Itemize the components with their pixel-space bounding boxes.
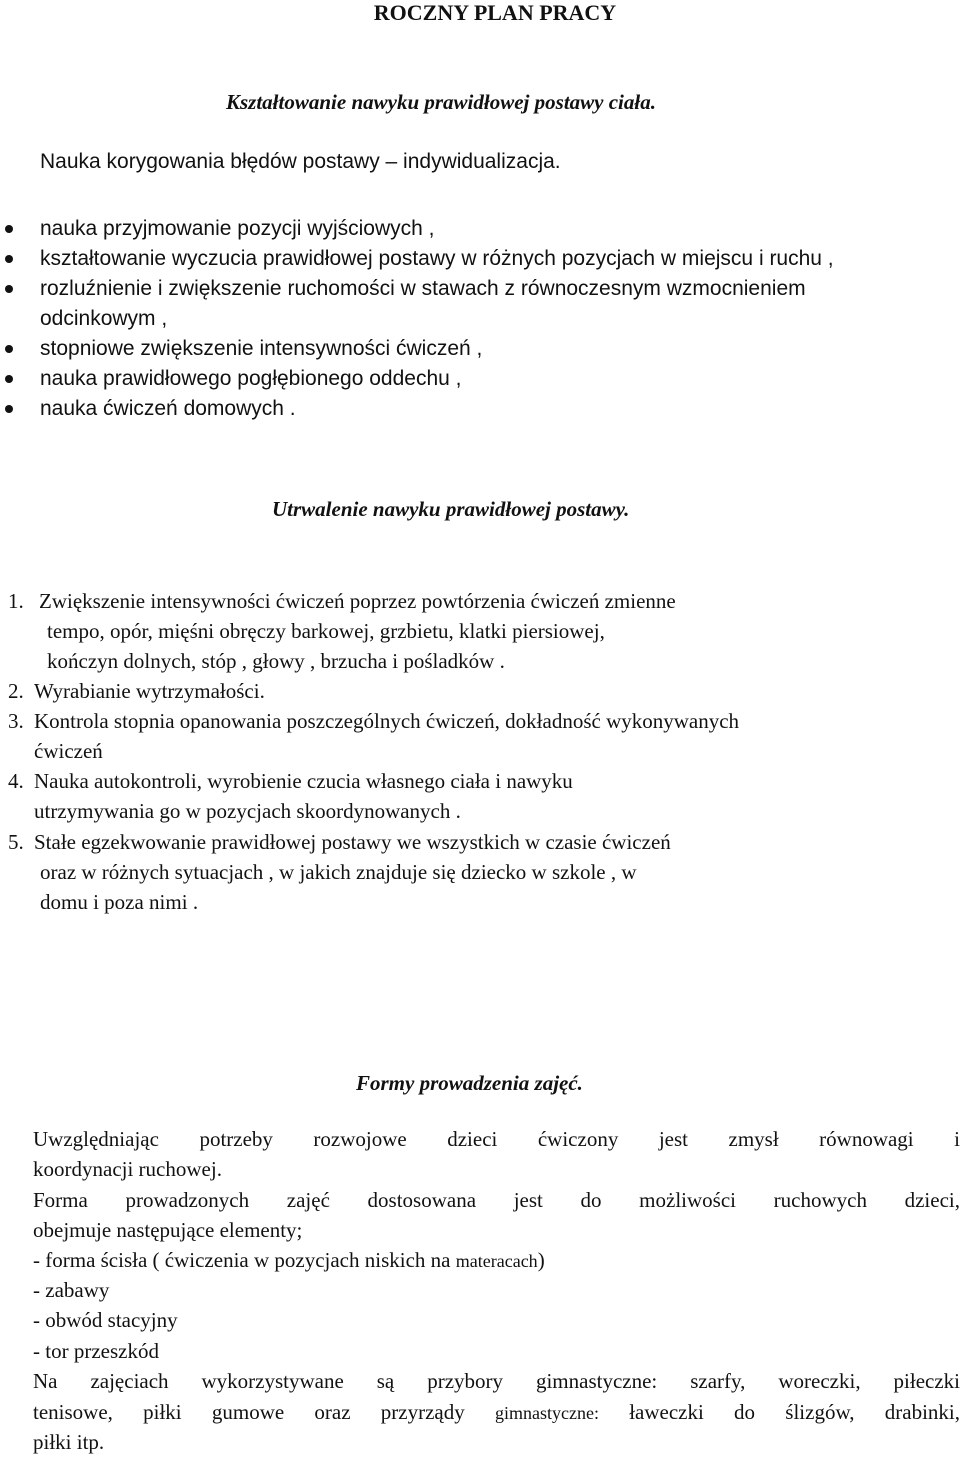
page-title: ROCZNY PLAN PRACY: [373, 0, 617, 25]
bullet-icon: [5, 285, 13, 293]
item-5-line-3: domu i poza nimi .: [40, 890, 199, 914]
section1-heading: Kształtowanie nawyku prawidłowej postawy ciała.: [226, 90, 656, 114]
paragraph-1-line-2: koordynacji ruchowej.: [33, 1157, 222, 1181]
paragraph-2-line-2: obejmuje następujące elementy;: [33, 1218, 303, 1242]
section2-heading: Utrwalenie nawyku prawidłowej postawy.: [272, 497, 630, 521]
form-item: - obwód stacyjny: [33, 1308, 178, 1332]
paragraph-1-line-1: Uwzględniając potrzeby rozwojowe dzieci ćwiczony jest zmysł równowagi i: [33, 1127, 960, 1151]
form-item: - tor przeszkód: [33, 1339, 159, 1363]
item-1-line-2: tempo, opór, mięśni obręczy barkowej, grzbietu, klatki piersiowej,: [47, 619, 605, 643]
section1-bullet-list: [0, 214, 834, 424]
section1-intro: Nauka korygowania błędów postawy – indywidualizacja.: [40, 150, 561, 173]
list-item: rozluźnienie i zwiększenie ruchomości w stawach z równoczesnym wzmocnieniem: [0, 274, 834, 304]
item-1-line-3: kończyn dolnych, stóp , głowy , brzucha i pośladków .: [47, 649, 505, 673]
item-5-line-1: Stałe egzekwowanie prawidłowej postawy we wszystkich w czasie ćwiczeń: [34, 830, 671, 854]
bullet-icon: [5, 255, 13, 263]
paragraph-3-line-2: tenisowe, piłki gumowe oraz przyrządy gimnastyczne: ławeczki do ślizgów, drabinki,: [33, 1400, 960, 1424]
bullet-icon: [5, 375, 13, 383]
paragraph-3-line-3: piłki itp.: [33, 1430, 105, 1454]
bullet-icon: [5, 345, 13, 353]
section3-heading: Formy prowadzenia zajęć.: [356, 1071, 583, 1095]
form-item: - zabawy: [33, 1278, 110, 1302]
bullet-icon: [5, 405, 13, 413]
item-2-line-1: Wyrabianie wytrzymałości.: [34, 679, 265, 703]
item-3-line-1: Kontrola stopnia opanowania poszczególnych ćwiczeń, dokładność wykonywanych: [34, 709, 740, 733]
item-4-line-2: utrzymywania go w pozycjach skoordynowanych .: [34, 799, 461, 823]
item-number: 2.: [8, 679, 24, 703]
item-number: 5.: [8, 830, 24, 854]
list-item: nauka przyjmowanie pozycji wyjściowych ,: [0, 214, 834, 244]
form-item: - forma ścisła ( ćwiczenia w pozycjach niskich na materacach): [33, 1248, 545, 1272]
list-item: nauka ćwiczeń domowych .: [0, 394, 834, 424]
item-number: 4.: [8, 769, 24, 793]
paragraph-2-line-1: Forma prowadzonych zajęć dostosowana jest do możliwości ruchowych dzieci,: [33, 1188, 960, 1212]
list-item-continuation: odcinkowym ,: [40, 307, 168, 330]
list-item: kształtowanie wyczucia prawidłowej postawy w różnych pozycjach w miejscu i ruchu ,: [0, 244, 834, 274]
list-item: nauka prawidłowego pogłębionego oddechu ,: [0, 364, 834, 394]
item-number: 1.: [8, 589, 24, 613]
paragraph-3-line-1: Na zajęciach wykorzystywane są przybory gimnastyczne: szarfy, woreczki, piłeczki: [33, 1369, 960, 1393]
item-3-line-2: ćwiczeń: [34, 739, 103, 763]
item-number: 3.: [8, 709, 24, 733]
list-item: stopniowe zwiększenie intensywności ćwiczeń ,: [0, 334, 834, 364]
item-4-line-1: Nauka autokontroli, wyrobienie czucia własnego ciała i nawyku: [34, 769, 573, 793]
bullet-icon: [5, 225, 13, 233]
item-1-line-1: Zwiększenie intensywności ćwiczeń poprzez powtórzenia ćwiczeń zmienne: [39, 589, 676, 613]
item-5-line-2: oraz w różnych sytuacjach , w jakich znajduje się dziecko w szkole , w: [40, 860, 637, 884]
